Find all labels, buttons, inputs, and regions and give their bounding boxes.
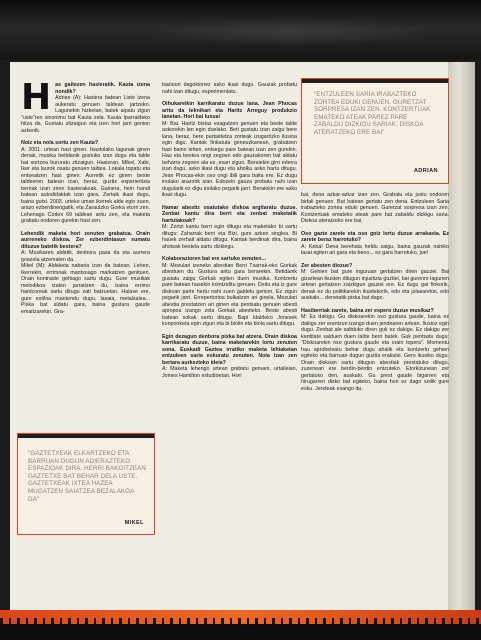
question-text: Egin dezagun denbora pixka bat atzera. Orain diskoa karrikaratu duzue, baina maketarekin lortu zenuten sona. Euskadi Gaztea irratiko maketa lehiaketan entzuleen saria eskuratu zenuten. Nola izan zen bertara aurkezteko ideia? bbox=[162, 333, 297, 366]
article-column-2 bbox=[162, 82, 297, 604]
pull-quote-adrian bbox=[301, 78, 449, 184]
question-text: Noiz eta nola sortu zen Kauta? bbox=[21, 140, 99, 146]
answer-text: M: Mezulari izeneko abestian Berri Txarrak-eko Gorkak abestuen du. Gustura aritu gara berarekin. Betidanik gustatu zaigu Gorkak egiten duen musika. Kontzertu pare batean hasekin kointziditu genuen. Deitu eta iz gure diskoan parte hartu nahi zuen galdetu genion. Ez zigun pegarik jarri. Errepertorioa bulkatzen ari ginela, Mezulari abestia prestatzen ari ginen eta pentsatu genuen abesti apropoa izango zela Gorkak abesteko. Beste abesti batean sokak sartu ditugu. Bapi Idaldeko Jonesek konponketa egin zigun eta bi biolin eta biola sartu ditugu. bbox=[162, 262, 297, 327]
pull-quote-author: ADRIAN bbox=[413, 168, 438, 174]
pull-quote-text: "GAZTETXEAK ELKARTZEKO ETA BARRUAN DUGUN ADIERAZTEKO ESPAZIOAK DIRA. HERRI BAKOITZEAN GAZTETXE BAT BEHAR DELA USTE. GAZTETXEAK IXTEA HAZEA MUGATZEN SAIATZEA BEZALAKOA DA" bbox=[28, 450, 146, 503]
answer-text: A: Keba! Dena berehala heldu zaigu, baina gauzak nahiko lasai egiten ari gara eta beno... ez gara harrotuko, joe! bbox=[301, 243, 449, 256]
answer-text: A: 2001. urtean hasi ginen. Ikastolako lagunak ginen denak, musika betidanik gustuko izan dugu eta talde bat sortzea bururatu zitzaigun. Hasieran, Mikel, Xabi, Iker eta laurok osatu genuen taldea. Lokala topatu eta entseatzen hasi ginen. Aurretik ez ginen beste taldeeren batean izan, beraz, guztiz esperientzia berriak izan ziren hasierakoak. Gainera, hein handi batean autodidaktak izan gara. Zertaik ikasi dugu, baina gutxi. 2003. urteko uman ikerrek alde egin zuen, arazo ezberdinengatik, eta Zarautzko Gorka etorri zen. Lehenago Codex 69 taldean aritu zen, eta maketa grabatu ondoren gurekin hasi zen. bbox=[21, 146, 150, 224]
quote-top-bar bbox=[18, 434, 154, 438]
question-text: Oso gazte zarete eta oso goiz lortu duzue arrakasta. Ez zarete beraz harrotuko? bbox=[301, 230, 449, 243]
answer-text: Adrian (A): Hasiera batean Liste izena aukeratu genuen taldean jartzeko. Lagunekin hizketan, batek aipatu zigun "uste"ren sinonimo bat Kauta zela. Kauta Iparraldeko hitza da. Gustatu zitzaigun eta izen hori jarri genion azkenik. bbox=[21, 95, 150, 134]
question-text: Hasiberriak zarete, baina zer espero duzue musikaz? bbox=[301, 307, 434, 314]
answer-text: baziouri dagokionez asko ikasi dugu. Gauzak probatu nahi izan ditugu, esperimentatu. bbox=[162, 82, 297, 95]
pull-quote-text: "ENTZULEEN SARIA IRABAZTEKO ZORTEA EDUKI GENUEN. GURETZAT SORPRESA IZAN ZEN. KONTZERTUAK EMATEKO ATEAK PAREZ PARE ZABALDU DIZKIGU SARIAK. DISKOA ATERATZEKO ERE BAI" bbox=[314, 91, 431, 136]
answer-text: M: Ez dakigu. Gu diskoarekin oso gustura gaude, baina ez dakigu zer erantzun izango duen jendearen artean. Ilusioz egin dugu. Zenbat ale saltduko diren guk ez dakigu. Ez dakigu zer kantitate salduen duen talde berri batek. Guk pentsatu dugu: "Diskoarekin oso gustura gaude eta orain topera". Momentu hau aprobetxatu behar dugu ahalik eta kontzertu gehien egiteko eta barruan dugun guztia erakutsi. Gero ikusiko dugu. Orain diskoan sartu ditugun abestiak prestatuko ditugu, zuzenean ere berdin-berdin entzuteko. Etorkizunean zer gertatuko den, auskalo. Gu prest gaude bigarren eta hirugarren disko bat egiteko, baina hori ez dago soilik gure esku. Jendeak esango du. bbox=[301, 314, 449, 392]
answer-text: A: Musikaren aldetik, denbora pasa da eta aurrera goazela atzematen da. bbox=[21, 250, 150, 263]
answer-text: M: Gehien bat gure inguruan gertatzen diren gauzei. Bai gizartean ikusten ditugun injustizia guztiei, bai gurenro lagunen artean gertatzen zaizkigun gauzei ere. Ez dugu gai finkorik, denak ez du politikarekin ikustekorik, edo eta jolasarekin, edo auskalo... denetatik pixka bat dago. bbox=[301, 269, 449, 301]
quote-top-bar bbox=[302, 79, 448, 83]
question-text: Hamar abestiz osatutako diskoa argitaratu duzue. Zenbat kantu dira berri eta zenbat maketatik hartutakoak? bbox=[162, 204, 297, 224]
page-binding-edge bbox=[448, 62, 475, 610]
answer-text: Mikel (M): Aldaketa nabaria izan da batean. Lehen, Ikerrekin, errimoak mantsoago markatzen genituen. Orain kontraste gehiago sartu dugu. Gure musikak melodikoa izaten jarraitzen du, baina errimo hardcoreak sartu ditugu zati batzuetan. Halaxe ere, gure estiloa mantendu dugu, lasaia, metalzalea... Pixka bat aldatu gara, baina gustura gaude emaitzarekin. Gra- bbox=[21, 263, 150, 315]
pull-quote-mikel bbox=[17, 433, 155, 535]
question-text: Kolaborazioren bat ere sartuko zenuten... bbox=[162, 256, 266, 262]
question-text: Oihukareikin karrikaratu duzue lana. Jean Phocas aritu da teknikari eta Haritz Arreguy produkzio lanetan. Hori bai luxua! bbox=[162, 101, 297, 120]
article-column-3 bbox=[301, 192, 449, 604]
question-text: Zer abesten diozue? bbox=[301, 262, 353, 269]
answer-text: A: Maketa lehengo urtean grabatu genuen, urtaileian, Jomes Hamilton estudioetan. Hori bbox=[162, 366, 297, 379]
answer-text: M: Zortzi kantu berri egin ditugu eta maketako bi sartu ditugu: Zaharrak berri eta Bizi, gure azken singlea. Bi hauek zerbait aldatu ditugu. Kantak berdinak dira, baina ahotsak bestela sartu dizkiegu. bbox=[162, 224, 297, 250]
dark-header-band bbox=[0, 0, 481, 60]
question-text: Lehendik maketa hori zenuten grabatua. Orain aurreneko diskoa. Zer ezberdintasun sumatu dituzue batetik bestera? bbox=[21, 230, 150, 250]
answer-text: bai, dena azkar-azkar izan zen. Grabatu eta justu ondoren bidali genuen. Bat batean gertatu zen dena. Entzuleen Saria irabazteko zortea eduki genuen. Guretzat sorpresa izan zen. Kontzertuak emateko ateak pare bat zabaldu dizkigu saria. Diskoa ateratzeko ere bai. bbox=[301, 192, 449, 224]
drop-cap: H bbox=[21, 82, 52, 118]
question-text: as gaitezen hasieratik. Kauta izena nondik? bbox=[55, 82, 150, 95]
orange-grunge-stripe bbox=[0, 610, 481, 624]
pull-quote-author: MIKEL bbox=[124, 520, 144, 526]
bottom-dark-band bbox=[0, 610, 481, 640]
article-column-1 bbox=[21, 82, 150, 429]
answer-text: M: Bai. Haritz bistaz ezagutzen genuen eta beste talde askorekin lan egin duelako. Beti gustatu izan zaigu bere lana, beraz, bere partaidetza zorteak izugarrizko ilusioa egin digu. Kantak finkatuta geneuzkanean, grabatzen hasi baino lehen, entsegu pare batean izan zen gurekin. Hau eta bestea ongi zegoen edo gauzakoren bat aldatu beharra zegoen ala ez, esan zigun. Beraiekin giro ederra izan dugu, asko ikasi dugu eta aholku asko hartu ditugu. Jean Phocas-ekin oso ongi ibili gara baita ere. Ez dugu inolako arazorik izan. Edozein gauza probatu nahi izan dugularik ez digu inolako pegarik jarri. Beraiekin ere asko ikasi dugu. bbox=[162, 120, 297, 198]
